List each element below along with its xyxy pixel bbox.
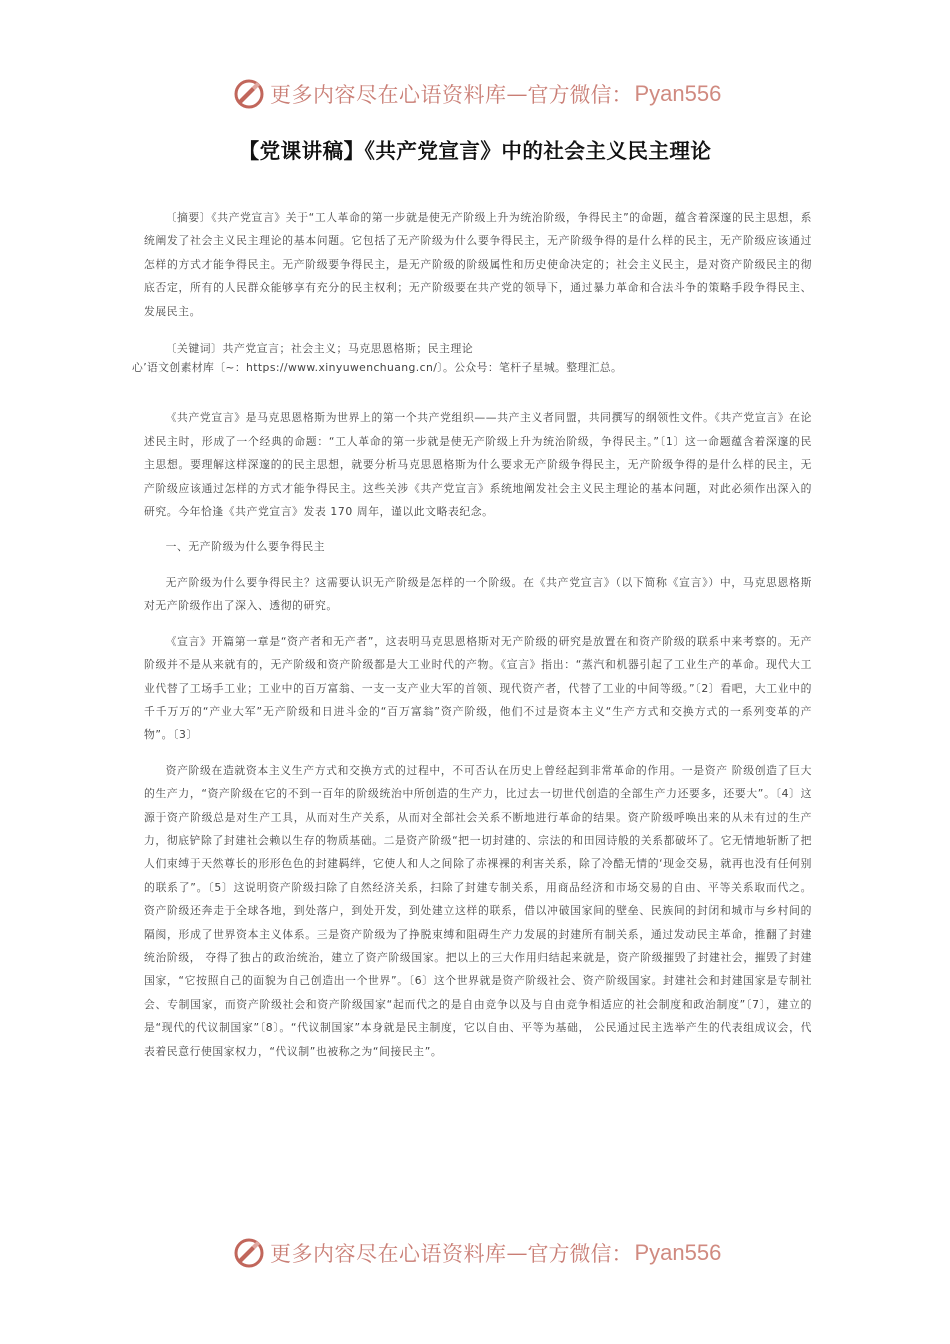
body-paragraph-2: 《宣言》开篇第一章是“资产者和无产者”，这表明马克思恩格斯对无产阶级的研究是放置在和资产阶级的联系中来考察的。无产阶级并不是从来就有的，无产阶级和资产阶级都是大工业时代的产物。《宣言》指出：“蒸汽和机器引起了工业生产的革命。现代大工业代替了工场手工业；工业中的百万富翁、一支一支产业大军的首领、现代资产者，代替了工业的中间等级。”〔2〕看吧，大工业中的千千万万的“产业大军”无产阶级和日进斗金的“百万富翁”资产阶级，他们不过是资本主义“生产方式和交换方式的一系列变革的产物”。〔3〕 [144,634,812,742]
brand-logo-icon [232,77,266,111]
brand-logo-icon [232,1236,266,1270]
banner-separator: — [506,82,528,106]
body-paragraph-1: 无产阶级为什么要争得民主？这需要认识无产阶级是怎样的一个阶级。在《共产党宣言》（以下简称《宣言》）中，马克思恩格斯对无产阶级作出了深入、透彻的研究。 [144,575,812,613]
document-body [132,206,812,1063]
banner-wechat-id: Pyan556 [634,1240,722,1265]
banner-slogan: 更多内容尽在心语资料库 [270,1242,507,1266]
banner-wechat-label: 官方微信： [527,1242,633,1266]
section-heading-1: 一、无产阶级为什么要争得民主 [165,540,326,554]
header-banner [0,74,950,114]
page-title: 【党课讲稿】《共产党宣言》中的社会主义民主理论 [238,139,712,163]
body-paragraph-3: 资产阶级在造就资本主义生产方式和交换方式的过程中，不可否认在历史上曾经起到非常革命的作用。一是资产 阶级创造了巨大的生产力，“资产阶级在它的不到一百年的阶级统治中所创造的生产力，比过去一切世代创造的全部生产力还要多，还要大”。〔4〕这源于资产阶级总是对生产工具，从而对生产关系，从而对全部社会关系不断地进行革命的结果。资产阶级呼唤出来的从未有过的生产力，彻底铲除了封建社会赖以生存的物质基础。二是资产阶级“把一切封建的、宗法的和田园诗般的关系都破坏了。它无情地斩断了把人们束缚于天然尊长的形形色色的封建羁绊，它使人和人之间除了赤裸裸的利害关系，除了冷酷无情的‘现金交易，就再也没有任何别的联系了”。〔5〕这说明资产阶级扫除了自然经济关系，扫除了封建专制关系，用商品经济和市场交易的自由、平等关系取而代之。资产阶级还奔走于全球各地，到处落户，到处开发，到处建立这样的联系，借以冲破国家间的壁垒、民族间的封闭和城市与乡村间的隔阂，形成了世界资本主义体系。三是资产阶级为了挣脱束缚和阻碍生产力发展的封建所有制关系，通过发动民主革命，推翻了封建统治阶级， 夺得了独占的政治统治，建立了资产阶级国家。把以上的三大作用归结起来就是，资产阶级摧毁了封建社会，摧毁了封建国家，“它按照自己的面貌为自己创造出一个世界”。〔6〕这个世界就是资产阶级社会、资产阶级国家。封建社会和封建国家是专制社会、专制国家，而资产阶级社会和资产阶级国家“起而代之的是自由竞争以及与自由竞争相适应的社会制度和政治制度”〔7〕，建立的是“现代的代议制国家”〔8〕。“代议制国家”本身就是民主制度，它以自由、平等为基础， 公民通过民主选举产生的代表组成议会，代表着民意行使国家权力，“代议制”也被称之为“间接民主”。 [144,763,812,1058]
banner-wechat-label: 官方微信： [527,83,633,107]
banner-slogan: 更多内容尽在心语资料库 [270,83,507,107]
keywords-line: 〔关键词〕共产党宣言；社会主义；马克思恩格斯；民主理论 [165,342,474,356]
banner-wechat-id: Pyan556 [634,81,722,106]
source-note: 心’语文创素材库〔~：https://www.xinyuwenchuang.cn/〕。公众号：笔杆子星城。整理汇总。 [132,361,623,375]
banner-separator: — [506,1241,528,1265]
abstract-paragraph: 〔摘要〕《共产党宣言》关于“工人革命的第一步就是使无产阶级上升为统治阶级，争得民主”的命题，蕴含着深邃的民主思想，系统阐发了社会主义民主理论的基本问题。它包括了无产阶级为什么要争得民主，无产阶级争得的是什么样的民主，无产阶级应该通过怎样的方式才能争得民主。无产阶级要争得民主，是无产阶级的阶级属性和历史使命决定的；社会主义民主，是对资产阶级民主的彻底否定，所有的人民群众能够享有充分的民主权利；无产阶级要在共产党的领导下，通过暴力革命和合法斗争的策略手段争得民主、发展民主。 [144,211,812,318]
intro-paragraph: 《共产党宣言》是马克思恩格斯为世界上的第一个共产党组织——共产主义者同盟，共同撰写的纲领性文件。《共产党宣言》在论述民主时，形成了一个经典的命题：“工人革命的第一步就是使无产阶级上升为统治阶级，争得民主。”〔1〕这一命题蕴含着深邃的民主思想。要理解这样深邃的的民主思想，就要分析马克思恩格斯为什么要求无产阶级争得民主，无产阶级争得的是什么样的民主，无产阶级应该通过怎样的方式才能争得民主。这些关涉《共产党宣言》系统地阐发社会主义民主理论的基本问题，对此必须作出深入的研究。今年恰逢《共产党宣言》发表 170 周年，谨以此文略表纪念。 [144,411,812,519]
footer-banner [0,1233,950,1273]
